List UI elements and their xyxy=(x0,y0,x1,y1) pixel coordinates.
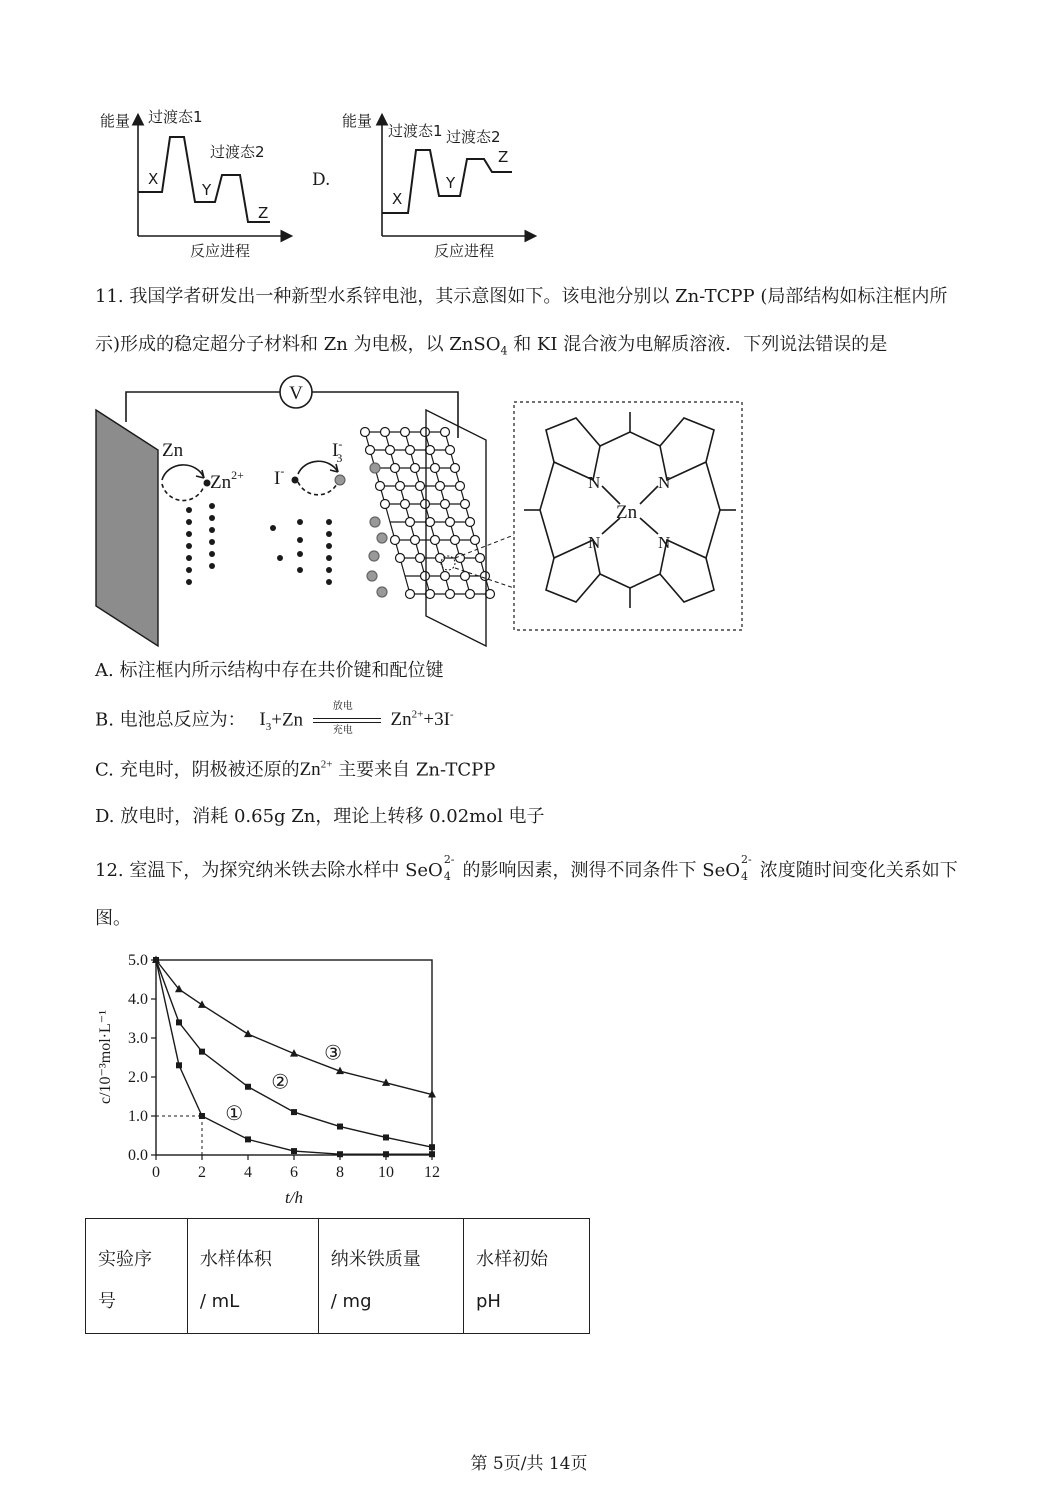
series-label: ① xyxy=(225,1102,244,1125)
z-label: Z xyxy=(258,204,269,222)
q11-stem-line1: 11. 我国学者研发出一种新型水系锌电池，其示意图如下。该电池分别以 Zn-TCPP (局部结构如标注框内所 xyxy=(95,286,948,307)
data-point xyxy=(291,1148,297,1154)
ts1-label: 过渡态1 xyxy=(148,108,203,126)
svg-text:N: N xyxy=(658,533,671,552)
plot-frame xyxy=(156,960,432,1155)
zn-label: Zn xyxy=(162,440,184,461)
ts1-label: 过渡态1 xyxy=(388,122,443,140)
y-tick-label: 2.0 xyxy=(128,1069,148,1086)
data-point xyxy=(337,1151,343,1157)
series-line-1 xyxy=(156,960,432,1154)
header-line2: / mg xyxy=(330,1291,372,1312)
header-line1: 水样体积 xyxy=(199,1249,272,1270)
y-tick-label: 5.0 xyxy=(128,952,148,969)
y-tick-label: 3.0 xyxy=(128,1030,148,1047)
battery-diagram xyxy=(90,370,750,650)
x-label: X xyxy=(148,170,159,188)
data-point xyxy=(244,1030,252,1038)
center-zn-label: Zn xyxy=(616,502,638,523)
ts2-label: 过渡态2 xyxy=(446,128,501,146)
ylabel: 能量 xyxy=(342,112,373,130)
x-tick-label: 12 xyxy=(424,1164,440,1181)
data-point xyxy=(245,1136,251,1142)
z-label: Z xyxy=(498,148,509,166)
x-tick-label: 2 xyxy=(198,1164,206,1181)
energy-diagram-right xyxy=(334,100,564,270)
x-tick-label: 10 xyxy=(378,1164,394,1181)
x-axis-label: t/h xyxy=(285,1188,303,1207)
data-point xyxy=(429,1151,435,1157)
header-line2: 号 xyxy=(98,1291,116,1312)
ts2-label: 过渡态2 xyxy=(210,143,265,161)
header-line2: pH xyxy=(475,1291,501,1312)
x-tick-label: 4 xyxy=(244,1164,252,1181)
table-header-cell xyxy=(187,1219,318,1334)
y-tick-label: 4.0 xyxy=(128,991,148,1008)
header-line2: / mL xyxy=(199,1291,240,1312)
triiodide-label: I-3 xyxy=(332,437,343,465)
data-point xyxy=(337,1124,343,1130)
data-point xyxy=(429,1144,435,1150)
data-point xyxy=(291,1109,297,1115)
y-tick-label: 1.0 xyxy=(128,1108,148,1125)
data-point xyxy=(199,1113,205,1119)
x-tick-label: 8 xyxy=(336,1164,344,1181)
y-tick-label: 0.0 xyxy=(128,1147,148,1164)
y-label: Y xyxy=(446,174,456,192)
table-header-cell xyxy=(318,1219,463,1334)
concentration-chart xyxy=(90,945,460,1215)
q11-option-c: C. 充电时，阴极被还原的$Zn^{2+}$ 主要来自 Zn-TCPP xyxy=(95,759,496,781)
header-line1: 实验序 xyxy=(98,1249,152,1270)
data-point xyxy=(383,1134,389,1140)
data-point xyxy=(245,1084,251,1090)
svg-text:N: N xyxy=(658,473,671,492)
q11-stem-line2: 示)形成的稳定超分子材料和 Zn 为电极，以 ZnSO$_4$ 和 KI 混合液为电解质溶液．下列说法错误的是 xyxy=(95,334,888,358)
data-point xyxy=(198,1000,206,1008)
q12-stem-line1: 12. 室温下，为探究纳米铁去除水样中 SeO 2- 4 的影响因素，测得不同条件下 SeO 2- 4 浓度随时间变化关系如下 xyxy=(95,853,958,883)
y-axis-label: c/10⁻³mol·L⁻¹ xyxy=(97,1009,114,1105)
x-tick-label: 0 xyxy=(152,1164,160,1181)
option-d-label: D. xyxy=(312,170,331,190)
page-footer: 第 5页/共 14页 xyxy=(470,1454,588,1474)
voltmeter-label: V xyxy=(289,383,303,404)
header-line1: 纳米铁质量 xyxy=(330,1249,421,1270)
zn2-label: $Zn^{2+}$ xyxy=(210,468,244,493)
zn-tcpp-lattice xyxy=(361,428,495,599)
x-tick-label: 6 xyxy=(290,1164,298,1181)
table-header-cell xyxy=(463,1219,589,1334)
q11-option-d: D. 放电时，消耗 0.65g Zn，理论上转移 0.02mol 电子 xyxy=(95,806,545,827)
series-label: ② xyxy=(271,1071,290,1094)
x-label: X xyxy=(392,190,403,208)
experiment-table xyxy=(85,1218,590,1334)
y-label: Y xyxy=(202,181,212,199)
header-line1: 水样初始 xyxy=(475,1249,548,1270)
xlabel: 反应进程 xyxy=(190,242,251,260)
data-point xyxy=(199,1049,205,1055)
svg-text:N: N xyxy=(588,533,601,552)
electrolyte-ions xyxy=(186,503,332,585)
energy-diagram-left xyxy=(90,100,320,270)
ylabel: 能量 xyxy=(100,112,131,130)
q11-option-b: B. 电池总反应为： $I_3+Zn$ 放电 充电 $Zn^{2+}+3I^-$ xyxy=(95,701,454,737)
data-point xyxy=(176,1019,182,1025)
table-header-cell xyxy=(86,1219,188,1334)
data-point xyxy=(383,1151,389,1157)
q11-option-a: A. 标注框内所示结构中存在共价键和配位键 xyxy=(95,660,444,681)
q12-stem-line2: 图。 xyxy=(95,908,131,929)
table-header-row xyxy=(86,1219,590,1334)
series-label: ③ xyxy=(324,1042,343,1065)
data-point xyxy=(176,1062,182,1068)
iodide-label: I- xyxy=(274,464,285,489)
series-line-3 xyxy=(156,960,432,1095)
svg-text:N: N xyxy=(588,473,601,492)
zn-electrode xyxy=(96,410,158,646)
xlabel: 反应进程 xyxy=(434,242,495,260)
